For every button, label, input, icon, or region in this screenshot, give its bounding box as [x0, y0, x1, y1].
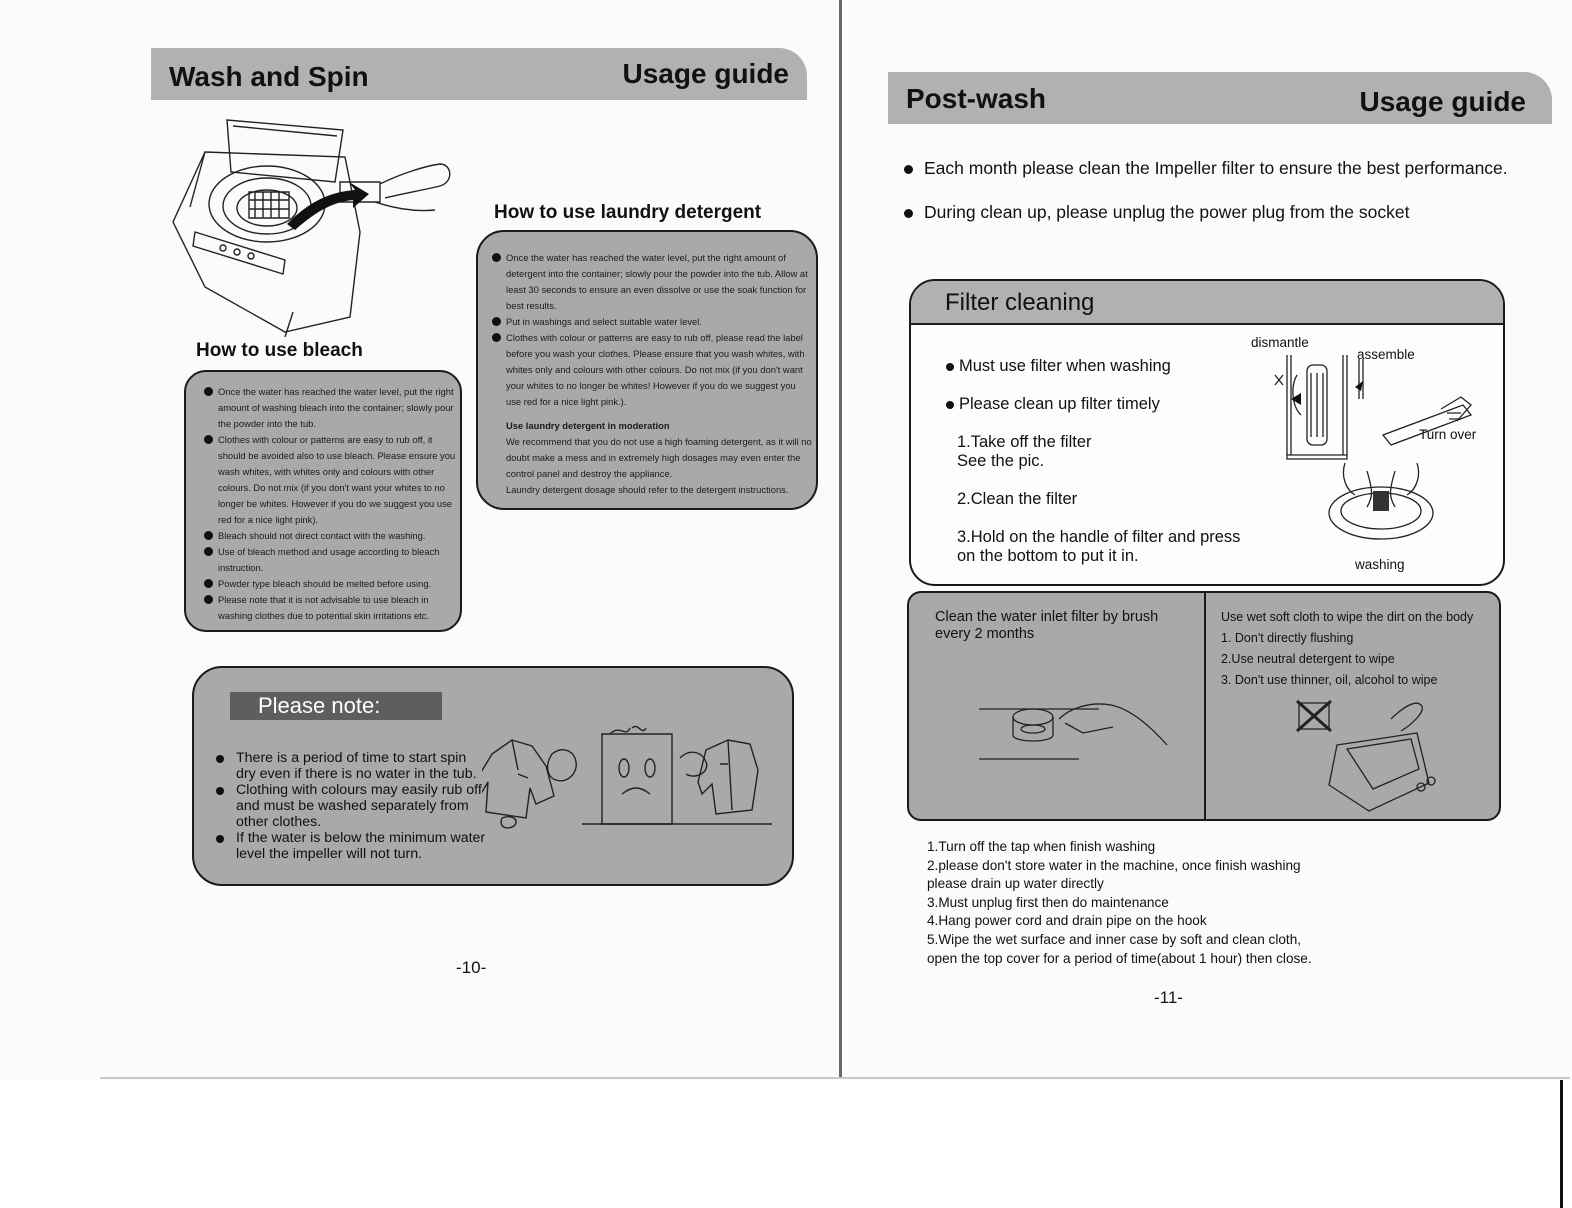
final-step: 1.Turn off the tap when finish washing [927, 839, 1156, 854]
please-note-title: Please note: [230, 692, 442, 720]
wash-and-spin-banner [151, 48, 807, 100]
bleach-item: Powder type bleach should be melted before using. [204, 576, 456, 592]
intro-item: Each month please clean the Impeller filter to ensure the best performance. [924, 158, 1508, 178]
cleaning-tips-box [907, 591, 1501, 821]
filter-step: See the pic. [957, 452, 1045, 470]
detergent-heading: How to use laundry detergent [494, 202, 762, 223]
filter-step: 2.Clean the filter [957, 490, 1078, 508]
post-wash-banner [888, 72, 1552, 124]
cleaning-tips-divider [1204, 593, 1206, 819]
banner-title: Wash and Spin [169, 61, 369, 92]
filter-cleaning-box [909, 279, 1505, 586]
bleach-item: Once the water has reached the water level, put the right amount of washing bleach into the container; slowly pour the powder into the tub. [204, 384, 456, 432]
final-step: 4.Hang power cord and drain pipe on the hook [927, 913, 1207, 929]
body-wipe-illustration [1291, 695, 1451, 815]
filter-step: 1.Take off the filter [957, 433, 1092, 451]
note-item: Clothing with colours may easily rub off and must be washed separately from other clothes. [216, 782, 486, 830]
body-clean-text [1221, 607, 1501, 691]
inlet-line: Clean the water inlet filter by brush [935, 609, 1159, 625]
body-clean-item: 3. Don't use thinner, oil, alcohol to wipe [1221, 673, 1438, 687]
filter-cleaning-header [911, 281, 1503, 325]
right-page [842, 0, 1572, 1080]
inlet-brush-illustration [969, 689, 1179, 779]
note-item: There is a period of time to start spin dry even if there is no water in the tub. [216, 750, 486, 782]
banner-section: Usage guide [622, 58, 789, 89]
detergent-item: Put in washings and select suitable water level. [492, 314, 812, 330]
left-page [0, 0, 840, 1080]
filter-diagram [1271, 345, 1491, 555]
clothes-cartoon-illustration [482, 724, 777, 844]
filter-bullet: Must use filter when washing [959, 357, 1171, 375]
bleach-item: Please note that it is not advisable to use bleach in washing clothes due to potential skin irritations etc. [204, 592, 456, 624]
final-steps-list [927, 838, 1487, 968]
scan-edge-mark [1560, 1080, 1563, 1208]
inlet-filter-text [935, 609, 1195, 643]
bleach-item: Bleach should not direct contact with the washing. [204, 528, 456, 544]
body-clean-item: 1. Don't directly flushing [1221, 631, 1354, 645]
assemble-label: assemble [1357, 347, 1415, 362]
filter-cleaning-title: Filter cleaning [945, 289, 1095, 316]
note-item: If the water is below the minimum water level the impeller will not turn. [216, 830, 486, 862]
bleach-item: Use of bleach method and usage according to bleach instruction. [204, 544, 456, 576]
detergent-panel [476, 230, 818, 510]
inlet-line: every 2 months [935, 626, 1035, 642]
page-number-10: -10- [456, 958, 487, 977]
dismantle-label: dismantle [1251, 335, 1309, 350]
filter-step: on the bottom to put it in. [957, 547, 1139, 565]
body-clean-title: Use wet soft cloth to wipe the dirt on the body [1221, 610, 1474, 624]
final-step: 3.Must unplug first then do maintenance [927, 894, 1169, 910]
dosage-text: Laundry detergent dosage should refer to the detergent instructions. [506, 484, 789, 495]
bleach-item: Clothes with colour or patterns are easy to rub off, it should be avoided also to use bleach. Please ensure you wash whites, with whites only and colours with other colours. Do not mix (if you don't want your whites to no longer be whites. However if you do we suggest you use red for a nice light pink). [204, 432, 456, 528]
page-bottom-edge [100, 1077, 1570, 1079]
bleach-panel [184, 370, 462, 632]
filter-step: 3.Hold on the handle of filter and press [957, 528, 1241, 546]
page-number-11: -11- [1154, 988, 1183, 1007]
washing-label: washing [1355, 557, 1405, 572]
final-step: 5.Wipe the wet surface and inner case by soft and clean cloth, [927, 931, 1302, 947]
washing-machine-illustration [165, 112, 460, 337]
final-step: please drain up water directly [927, 876, 1104, 892]
intro-item: During clean up, please unplug the power plug from the socket [924, 202, 1410, 222]
filter-bullet: Please clean up filter timely [959, 395, 1160, 413]
final-step: open the top cover for a period of time(about 1 hour) then close. [927, 950, 1312, 966]
detergent-item: Clothes with colour or patterns are easy to rub off, please read the label before you wash your clothes. Please ensure that you wash whites, with whites only and colours with other colours. Do not mix (if you don't want your whites to no longer be whites! However if you do we suggest you use red for a nice light pink.). [492, 330, 812, 410]
moderation-text: We recommend that you do not use a high foaming detergent, as it will no doubt make a mess and in extremely high dosages may even enter the control panel and destroy the appliance. [506, 436, 812, 479]
banner-section: Usage guide [1359, 86, 1526, 117]
body-clean-item: 2.Use neutral detergent to wipe [1221, 652, 1395, 666]
moderation-heading: Use laundry detergent in moderation [506, 420, 670, 431]
bleach-heading: How to use bleach [196, 340, 363, 361]
banner-title: Post-wash [906, 83, 1047, 114]
turn-over-label: Turn over [1419, 427, 1477, 442]
final-step: 2.please don't store water in the machine, once finish washing [927, 857, 1301, 873]
please-note-panel [192, 666, 794, 886]
detergent-item: Once the water has reached the water level, put the right amount of detergent into the container; slowly pour the powder into the tub. Allow at least 30 seconds to ensure an even dissolve or use the soak function for best results. [492, 250, 812, 314]
